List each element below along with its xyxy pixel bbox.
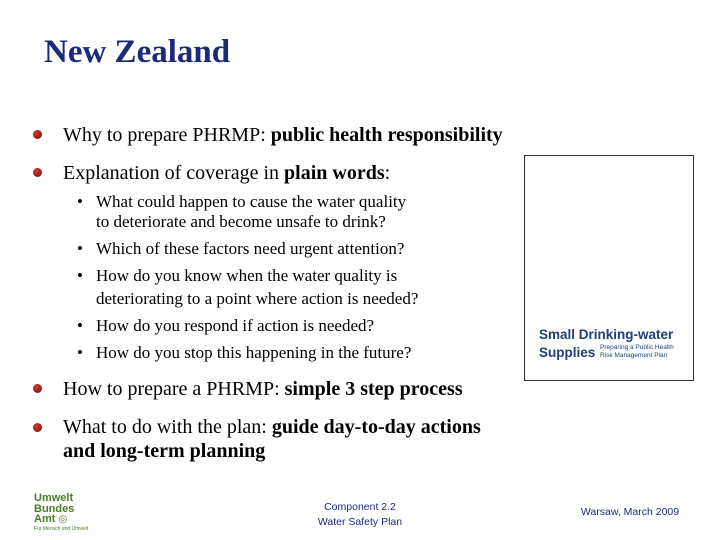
dot-icon: • (77, 239, 83, 258)
cover-title-line2: Supplies (539, 345, 596, 360)
dot-icon: • (77, 316, 83, 335)
dot-icon: • (77, 266, 83, 285)
footer-right: Warsaw, March 2009 (580, 506, 680, 518)
cover-title: Small Drinking-water (539, 327, 674, 342)
footer-center: Component 2.2 Water Safety Plan (317, 501, 403, 528)
document-cover-image (524, 155, 694, 381)
bullet-what: What to do with the plan: guide day-to-day actions (63, 416, 481, 438)
bullet-icon (33, 384, 42, 393)
globe-icon: ◎ (58, 514, 68, 525)
bullet-icon (33, 130, 42, 139)
logo-amt-row: Amt ◎ (34, 513, 68, 525)
bullet-icon (33, 423, 42, 432)
cover-subtitle: Preparing a Public Health Risk Management Plan (600, 344, 674, 359)
umweltbundesamt-logo: Umwelt Bundes Amt ◎ Für Mensch und Umwelt (34, 492, 89, 532)
bullet-why: Why to prepare PHRMP: public health responsibility (63, 124, 503, 146)
bullet-icon (33, 168, 42, 177)
slide-title: New Zealand (44, 34, 231, 70)
dot-icon: • (77, 192, 83, 211)
bullet-explanation: Explanation of coverage in plain words: (63, 162, 391, 184)
bullet-how: How to prepare a PHRMP: simple 3 step process (63, 378, 463, 400)
bullet-what-cont: and long-term planning (63, 440, 266, 462)
dot-icon: • (77, 343, 83, 362)
